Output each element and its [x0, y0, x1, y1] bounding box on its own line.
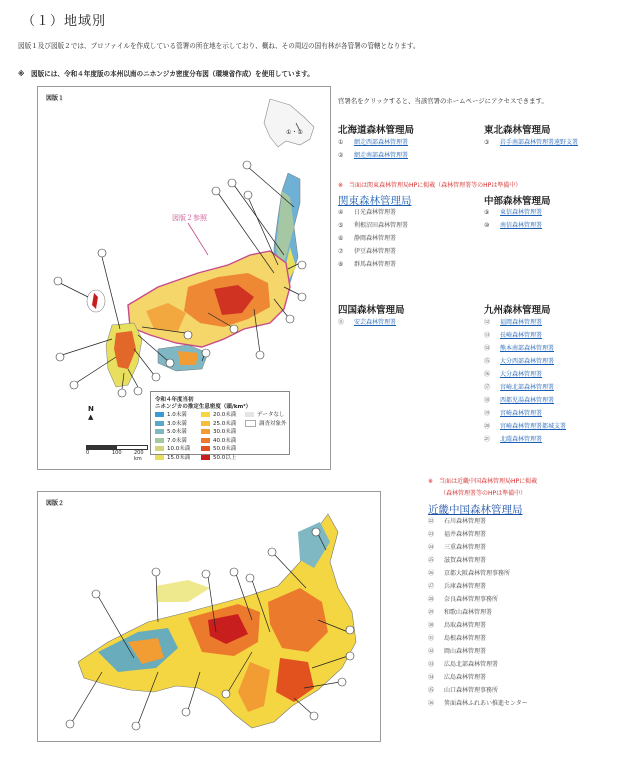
legend-swatch	[155, 446, 164, 451]
scale-label-100: 100	[112, 450, 122, 456]
office-number: ㉑	[484, 436, 491, 443]
shikoku-office-list	[338, 316, 396, 329]
legend-label: 50.0以上	[213, 454, 237, 461]
legend-entry	[155, 420, 190, 429]
legend-label-nodata: データなし	[257, 412, 285, 418]
office-number: ㉟	[428, 687, 435, 694]
legend-column-other	[245, 411, 287, 428]
office-item	[428, 658, 528, 671]
office-item[interactable]	[484, 407, 566, 420]
legend-entry	[201, 420, 236, 429]
section-title: （１）地域別	[22, 14, 107, 29]
figure-2-label: 図版２	[46, 500, 65, 507]
shikoku-bureau-title: 四国森林管理局	[338, 305, 405, 316]
office-number: ㉗	[428, 583, 435, 590]
office-item	[428, 606, 528, 619]
office-number: ⑦	[338, 248, 344, 255]
legend-swatch	[155, 438, 164, 443]
scale-bar	[86, 445, 152, 462]
office-number: ⑳	[484, 423, 491, 430]
legend-swatch	[201, 412, 210, 417]
chubu-bureau-title: 中部森林管理局	[484, 196, 551, 207]
legend-title-density: ニホンジカの推定生息密度（頭/km²）	[155, 404, 252, 410]
legend-label: 10.0未満	[167, 446, 191, 452]
office-link[interactable]: 網走西部森林管理署	[354, 139, 409, 146]
chubu-office-list	[484, 206, 542, 232]
office-number: ㉛	[428, 635, 435, 642]
office-number: ㉒	[428, 518, 435, 525]
density-legend	[150, 391, 290, 461]
office-link[interactable]: 東信森林管理署	[500, 209, 543, 216]
office-item	[338, 232, 408, 245]
kyushu-office-list	[484, 316, 566, 446]
legend-title-year: 令和４年度当初	[155, 397, 194, 403]
office-name: 箕面森林ふれあい推進センター	[444, 700, 528, 707]
figure-2	[37, 491, 381, 742]
legend-entry	[155, 437, 190, 446]
office-number: ㉙	[428, 609, 435, 616]
office-link[interactable]: 網走南部森林管理署	[354, 152, 409, 159]
legend-entry	[201, 454, 236, 463]
office-number: ⑧	[338, 261, 344, 268]
office-number: ㉜	[428, 648, 435, 655]
office-number: ①	[338, 139, 344, 146]
legend-entry	[155, 454, 190, 463]
legend-label: 50.0未満	[213, 446, 237, 452]
legend-swatch	[201, 455, 210, 460]
office-name: 利根沼田森林管理署	[354, 222, 409, 229]
office-link[interactable]: 大分森林管理署	[500, 371, 543, 378]
kinki-note-2: （森林管理署等のHPは準備中）	[440, 490, 527, 497]
office-item	[428, 619, 528, 632]
kinki-note-1: ※ 当面は近畿中国森林管理局HPに掲載	[428, 478, 538, 485]
office-item[interactable]	[484, 355, 566, 368]
office-name: 広島森林管理署	[444, 674, 487, 681]
kanto-note: ※ 当面は関東森林管理局HPに掲載（森林管理署等のHPは準備中）	[338, 182, 522, 189]
office-name: 石川森林管理署	[444, 518, 487, 525]
office-item	[338, 245, 408, 258]
office-number: ⑨	[484, 209, 490, 216]
office-name: 岡山森林管理署	[444, 648, 487, 655]
office-number: ②	[338, 152, 344, 159]
office-number: ⑱	[484, 397, 491, 404]
office-name: 京都大阪森林管理事務所	[444, 570, 511, 577]
office-number: ㊱	[428, 700, 435, 707]
office-item[interactable]	[484, 136, 578, 149]
office-item[interactable]	[338, 136, 408, 149]
legend-label-out-of-scope: 調査対象外	[259, 420, 287, 427]
office-item[interactable]	[484, 219, 542, 232]
legend-entry	[155, 411, 190, 420]
kinki-chugoku-office-list	[428, 515, 528, 710]
office-name: 広島北部森林管理署	[444, 661, 499, 668]
hokkaido-outline	[264, 99, 314, 147]
office-item	[338, 219, 408, 232]
kanto-bureau-link[interactable]: 関東森林管理局	[338, 195, 412, 207]
office-item[interactable]	[484, 368, 566, 381]
office-name: 群馬森林管理署	[354, 261, 397, 268]
office-link[interactable]: 大分西部森林管理署	[500, 358, 555, 365]
legend-swatch	[155, 412, 164, 417]
office-item[interactable]	[484, 381, 566, 394]
office-item	[428, 515, 528, 528]
office-link[interactable]: 北薩森林管理署	[500, 436, 543, 443]
office-item	[428, 554, 528, 567]
office-item[interactable]	[484, 206, 542, 219]
office-item	[428, 697, 528, 710]
office-number: ⑩	[484, 222, 490, 229]
office-number: ④	[338, 209, 344, 216]
office-item[interactable]	[338, 149, 408, 162]
legend-label: 3.0未満	[167, 420, 187, 427]
legend-label: 1.0未満	[167, 412, 187, 418]
office-item	[428, 528, 528, 541]
kyushu-bureau-title: 九州森林管理局	[484, 305, 551, 316]
office-number: ⑮	[484, 358, 491, 365]
office-number: ㉚	[428, 622, 435, 629]
office-link[interactable]: 南信森林管理署	[500, 222, 543, 229]
legend-entry	[201, 437, 236, 446]
office-number: ⑲	[484, 410, 491, 417]
legend-entry	[155, 428, 190, 437]
office-number: ⑰	[484, 384, 491, 391]
office-name: 三重森林管理署	[444, 544, 487, 551]
legend-column-low	[155, 411, 190, 462]
figure-1-label: 図版１	[46, 95, 65, 102]
kanto-office-list	[338, 206, 408, 271]
office-item	[338, 258, 408, 271]
office-number: ㉞	[428, 674, 435, 681]
legend-swatch	[201, 421, 210, 426]
office-number: ⑯	[484, 371, 491, 378]
office-item	[428, 593, 528, 606]
office-link[interactable]: 熊本南部森林管理署	[500, 345, 555, 352]
office-link[interactable]: 福岡森林管理署	[500, 319, 543, 326]
legend-swatch	[155, 429, 164, 434]
legend-swatch-out-of-scope	[245, 420, 256, 427]
office-name: 静岡森林管理署	[354, 235, 397, 242]
office-name: 滋賀森林管理署	[444, 557, 487, 564]
office-number: ㉖	[428, 570, 435, 577]
office-number: ㉔	[428, 544, 435, 551]
legend-swatch	[201, 429, 210, 434]
scale-label-200: 200 km	[134, 450, 144, 462]
legend-entry	[201, 428, 236, 437]
office-item	[428, 645, 528, 658]
office-link[interactable]: 宮崎森林管理署	[500, 410, 543, 417]
office-number: ③	[484, 139, 490, 146]
office-number: ⑫	[484, 319, 491, 326]
legend-label: 15.0未満	[167, 454, 191, 461]
office-link[interactable]: 安芸森林管理署	[354, 319, 397, 326]
intro-text: 図版１及び図版２では、プロファイルを作成している管署の所在地を示しており、概ね、その周辺の国有林が各管署の管轄となります。	[18, 42, 420, 50]
office-link[interactable]: 長崎森林管理署	[500, 332, 543, 339]
office-number: ⑭	[484, 345, 491, 352]
figure-1	[37, 86, 331, 470]
legend-entry	[201, 411, 236, 420]
office-item	[428, 684, 528, 697]
tohoku-bureau-title: 東北森林管理局	[484, 125, 551, 136]
legend-entry	[155, 445, 190, 454]
legend-swatch-nodata	[245, 412, 254, 417]
office-name: 福井森林管理署	[444, 531, 487, 538]
office-link[interactable]: 宮崎森林管理署都城支署	[500, 423, 567, 430]
legend-entry	[201, 445, 236, 454]
office-item	[428, 567, 528, 580]
office-item[interactable]	[484, 433, 566, 446]
legend-label: 30.0未満	[213, 429, 237, 435]
office-link[interactable]: 西都児湯森林管理署	[500, 397, 555, 404]
office-name: 鳥取森林管理署	[444, 622, 487, 629]
office-item	[428, 541, 528, 554]
tohoku-office-list	[484, 136, 578, 149]
figure-1-callout-range: ①・②	[286, 129, 303, 136]
office-item[interactable]	[338, 316, 396, 329]
office-item[interactable]	[484, 420, 566, 433]
office-number: ⑤	[338, 222, 344, 229]
legend-swatch	[155, 421, 164, 426]
office-name: 和歌山森林管理署	[444, 609, 493, 616]
office-item	[428, 580, 528, 593]
office-item[interactable]	[484, 394, 566, 407]
office-item	[428, 632, 528, 645]
office-item[interactable]	[484, 329, 566, 342]
map-source-note: ※ 図版には、令和４年度版の本州以南のニホンジカ密度分布図（環境省作成）を使用しています。	[18, 70, 314, 78]
office-link[interactable]: 岩手南部森林管理署遠野支署	[500, 139, 579, 146]
north-label: N	[88, 405, 94, 413]
office-name: 日光森林管理署	[354, 209, 397, 216]
legend-label: 5.0未満	[167, 429, 187, 435]
office-number: ㉕	[428, 557, 435, 564]
office-name: 兵庫森林管理署	[444, 583, 487, 590]
legend-label: 20.0未満	[213, 412, 237, 418]
office-item[interactable]	[484, 342, 566, 355]
office-name: 島根森林管理署	[444, 635, 487, 642]
office-number: ㉘	[428, 596, 435, 603]
legend-label: 7.0未満	[167, 437, 187, 444]
office-item	[428, 671, 528, 684]
office-link[interactable]: 宮崎北部森林管理署	[500, 384, 555, 391]
office-number: ⑪	[338, 319, 345, 326]
north-arrow-icon: N ▲	[88, 405, 94, 421]
legend-swatch	[201, 446, 210, 451]
legend-swatch	[201, 438, 210, 443]
figure-2-reference-callout: 図版２参照	[172, 214, 207, 222]
office-name: 奈良森林管理事務所	[444, 596, 499, 603]
hokkaido-bureau-title: 北海道森林管理局	[338, 125, 415, 136]
office-name: 伊豆森林管理署	[354, 248, 397, 255]
legend-column-high	[201, 411, 236, 462]
office-name: 山口森林管理事務所	[444, 687, 499, 694]
legend-swatch	[155, 455, 164, 460]
kinki-chugoku-bureau-link[interactable]: 近畿中国森林管理局	[428, 504, 523, 516]
click-guide-text: 官署名をクリックすると、当該官署のホームページにアクセスできます。	[338, 97, 548, 105]
kinki-chugoku-density-map	[38, 492, 380, 741]
office-number: ㉓	[428, 531, 435, 538]
legend-label: 40.0未満	[213, 437, 237, 444]
office-number: ⑥	[338, 235, 344, 242]
office-item	[338, 206, 408, 219]
legend-label: 25.0未満	[213, 420, 237, 427]
office-item[interactable]	[484, 316, 566, 329]
scale-label-0: 0	[86, 450, 90, 456]
office-number: ㉝	[428, 661, 435, 668]
office-number: ⑬	[484, 332, 491, 339]
hokkaido-office-list	[338, 136, 408, 162]
